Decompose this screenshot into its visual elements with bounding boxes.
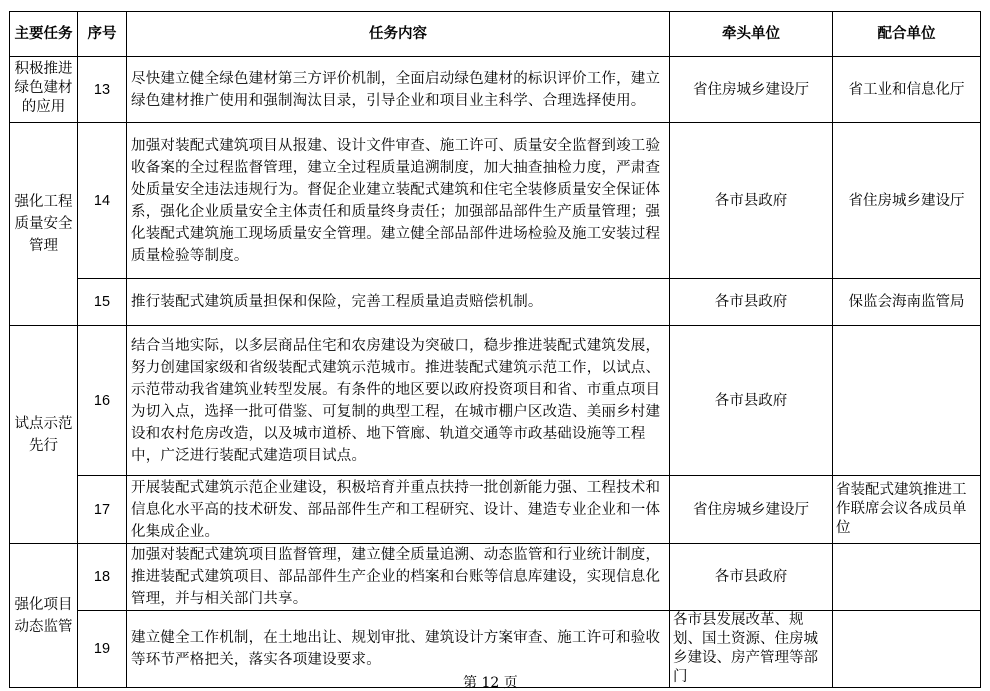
coop-unit: 省住房城乡建设厅 <box>833 123 981 279</box>
task-content: 加强对装配式建筑项目从报建、设计文件审查、施工许可、质量安全监督到竣工验收备案的全过程监督管理，建立全过程质量追溯制度，加大抽查抽检力度，严肃查处质量安全违法违规行为。督促企业建立装配式建筑和住宅全装修质量安全保证体系，强化企业质量安全主体责任和质量终身责任；加强部品部件生产质量管理；强化装配式建筑施工现场质量安全管理。建立健全部品部件进场检验及施工安装过程质量检验等制度。 <box>127 123 670 279</box>
lead-unit: 各市县政府 <box>670 123 833 279</box>
table-row <box>10 123 981 279</box>
task-content: 开展装配式建筑示范企业建设，积极培育并重点扶持一批创新能力强、工程技术和信息化水平高的技术研发、部品部件生产和工程研究、设计、建造专业企业和一体化集成企业。 <box>127 476 670 544</box>
main-task-cell: 强化工程质量安全管理 <box>10 123 78 326</box>
coop-unit <box>833 544 981 611</box>
main-task-cell: 试点示范先行 <box>10 326 78 544</box>
task-content: 建立健全工作机制，在土地出让、规划审批、建筑设计方案审查、施工许可和验收等环节严格把关，落实各项建设要求。 <box>127 611 670 688</box>
table-row <box>10 279 981 326</box>
coop-unit: 省装配式建筑推进工作联席会议各成员单位 <box>833 476 981 544</box>
lead-unit: 省住房城乡建设厅 <box>670 476 833 544</box>
row-number: 16 <box>78 326 127 476</box>
lead-unit: 各市县政府 <box>670 544 833 611</box>
coop-unit: 保监会海南监管局 <box>833 279 981 326</box>
lead-unit: 各市县政府 <box>670 326 833 476</box>
task-content: 尽快建立健全绿色建材第三方评价机制，全面启动绿色建材的标识评价工作，建立绿色建材推广使用和强制淘汰目录，引导企业和项目业主科学、合理选择使用。 <box>127 57 670 123</box>
lead-unit: 省住房城乡建设厅 <box>670 57 833 123</box>
task-content: 结合当地实际，以多层商品住宅和农房建设为突破口，稳步推进装配式建筑发展，努力创建国家级和省级装配式建筑示范城市。推进装配式建筑示范工作，以试点、示范带动我省建筑业转型发展。有条件的地区要以政府投资项目和省、市重点项目为切入点，选择一批可借鉴、可复制的典型工程，在城市棚户区改造、美丽乡村建设和农村危房改造，以及城市道桥、地下管廊、轨道交通等市政基础设施等工程中，广泛进行装配式建造项目试点。 <box>127 326 670 476</box>
header-content: 任务内容 <box>127 12 670 57</box>
lead-unit: 各市县发展改革、规划、国土资源、住房城乡建设、房产管理等部门 <box>670 611 833 688</box>
table-row <box>10 57 981 123</box>
header-row <box>10 12 981 57</box>
lead-unit: 各市县政府 <box>670 279 833 326</box>
task-content: 加强对装配式建筑项目监督管理，建立健全质量追溯、动态监管和行业统计制度，推进装配式建筑项目、部品部件生产企业的档案和台账等信息库建设，实现信息化管理，并与相关部门共享。 <box>127 544 670 611</box>
table-row <box>10 326 981 476</box>
row-number: 17 <box>78 476 127 544</box>
row-number: 19 <box>78 611 127 688</box>
row-number: 14 <box>78 123 127 279</box>
coop-unit <box>833 611 981 688</box>
row-number: 13 <box>78 57 127 123</box>
task-content: 推行装配式建筑质量担保和保险，完善工程质量追责赔偿机制。 <box>127 279 670 326</box>
coop-unit <box>833 326 981 476</box>
table-row <box>10 544 981 611</box>
page-footer: 第 12 页 <box>463 675 518 691</box>
row-number: 15 <box>78 279 127 326</box>
main-task-label: 积极推进绿色建材的应用 <box>14 61 73 115</box>
header-coop: 配合单位 <box>833 12 981 57</box>
header-main-task: 主要任务 <box>10 12 78 57</box>
main-task-cell: 强化项目动态监管 <box>10 544 78 688</box>
header-no: 序号 <box>78 12 127 57</box>
coop-unit: 省工业和信息化厅 <box>833 57 981 123</box>
task-table <box>9 11 981 688</box>
main-task-cell <box>10 57 78 123</box>
header-lead: 牵头单位 <box>670 12 833 57</box>
table-row <box>10 476 981 544</box>
row-number: 18 <box>78 544 127 611</box>
